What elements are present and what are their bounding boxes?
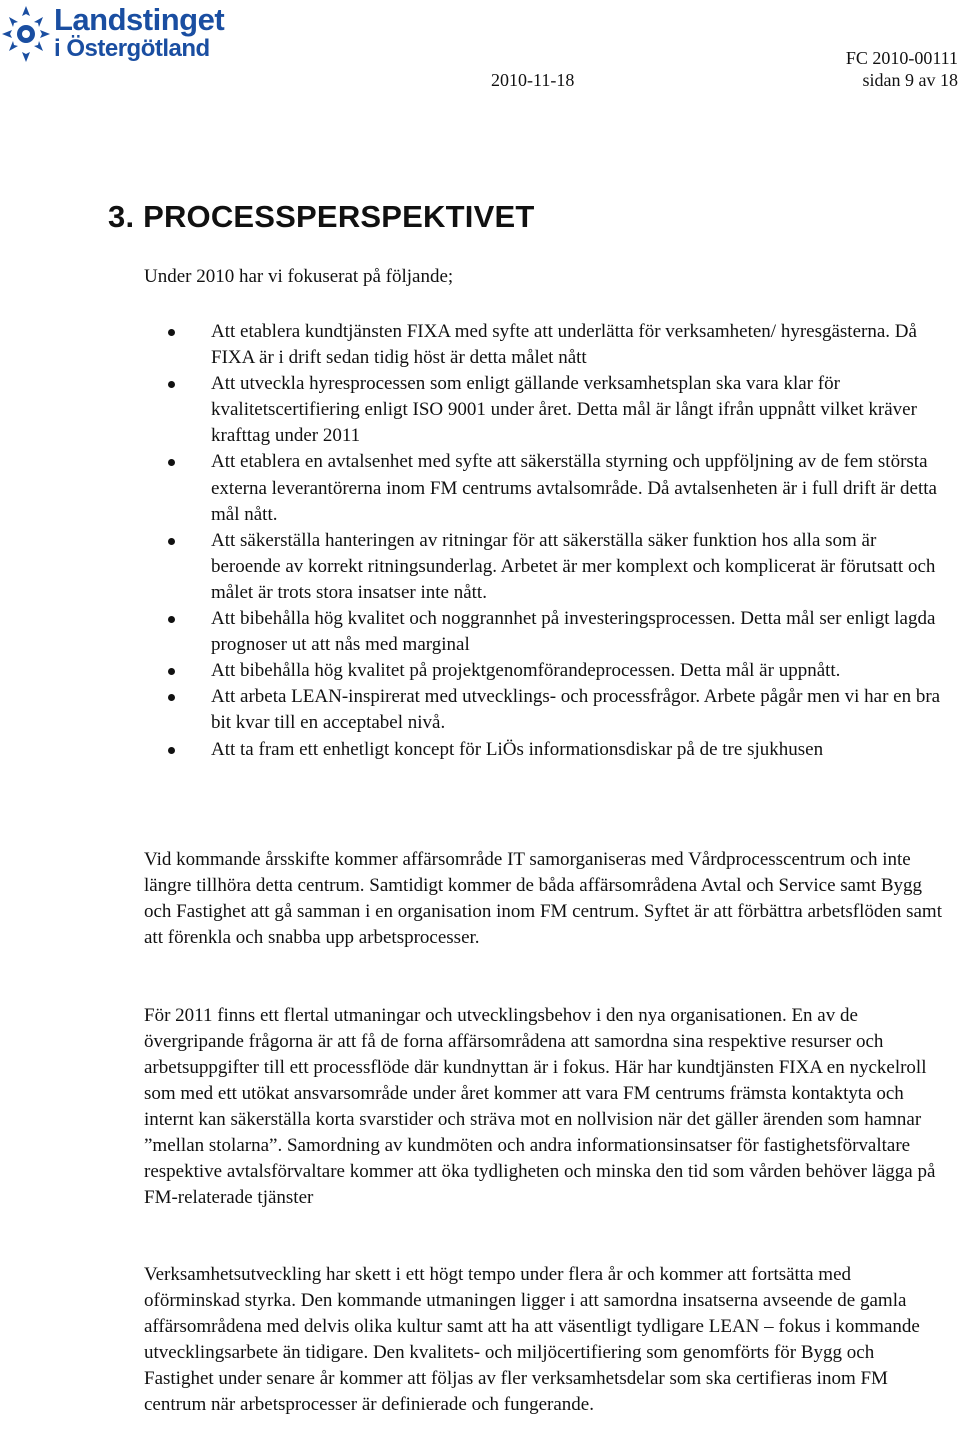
logo-subtitle: i Östergötland — [54, 35, 210, 62]
logo-emblem-icon — [0, 4, 52, 64]
paragraph-reorganisation: Vid kommande årsskifte kommer affärsområde IT samorganiseras med Vårdprocesscentrum och inte längre tillhöra detta centrum. Samtidigt kommer de båda affärsområdena Avtal och Service samt Bygg och Fastighet att gå samman i en organisation inom FM centrum. Syftet är att förbättra arbetsflöden samt att förenkla och snabba upp arbetsprocesser. — [144, 849, 942, 948]
bullet-icon — [168, 668, 175, 675]
document-date: 2010-11-18 — [491, 70, 575, 90]
document-id: FC 2010-00111 — [845, 48, 958, 68]
goals-list — [211, 319, 946, 763]
logo — [0, 2, 250, 66]
list-item — [211, 684, 946, 736]
list-item-text: Att säkerställa hanteringen av ritningar för att säkerställa säker funktion hos alla som är beroende av korrekt ritningsunderlag. Arbetet är mer komplext och komplicerat är förutsatt och målet är trots stora insatser inte nått. — [211, 529, 936, 603]
list-item-text: Att etablera en avtalsenhet med syfte att säkerställa styrning och uppföljning av de fem största externa leverantörerna inom FM centrums avtalsområde. Då avtalsenheten är i full drift är detta mål nått. — [211, 451, 937, 525]
bullet-icon — [168, 538, 175, 545]
list-item — [211, 737, 946, 763]
list-item — [211, 606, 946, 658]
list-item — [211, 449, 946, 527]
bullet-icon — [168, 616, 175, 623]
list-item — [211, 371, 946, 449]
list-item — [211, 658, 946, 684]
list-item-text: Att bibehålla hög kvalitet och noggrannhet på investeringsprocessen. Detta mål ser enligt lagda prognoser ut att nås med marginal — [211, 608, 936, 656]
bullet-icon — [168, 381, 175, 388]
list-item-text: Att bibehålla hög kvalitet på projektgenomförandeprocessen. Detta mål är uppnått. — [211, 660, 841, 682]
paragraph-development: Verksamhetsutveckling har skett i ett högt tempo under flera år och kommer att fortsätta med oförminskad styrka. Den kommande utmaningen ligger i att samordna insatserna avseende de gamla affärsområdena med delvis olika kultur samt att ha att väsentligt tydligare LEAN – fokus i kommande utvecklingsarbete än tidigare. Den kvalitets- och miljöcertifiering som genomförts för Bygg och Fastighet under senare år kommer att följas av fler verksamhetsdelar som ska certifieras inom FM centrum när arbetsprocesser är definierade och fungerande. — [144, 1264, 920, 1415]
paragraph-challenges-2011: För 2011 finns ett flertal utmaningar och utvecklingsbehov i den nya organisationen. En av de övergripande frågorna är att få de forna affärsområdena att samordna sina respektive resurser och arbetsuppgifter till ett processflöde där kundnyttan är i fokus. Här har kundtjänsten FIXA en nyckelroll som med ett utökat ansvarsområde under året kommer att vara FM centrums främsta kontaktyta och internt kan säkerställa korta svarstider och sträva mot en nollvision när det gäller ärenden som hamnar ”mellan stolarna”. Samordning av kundmöten och andra informationsinsatser för fastighetsförvaltare respektive avtalsförvaltare kommer att öka tydligheten och minska den tid som vården behöver lägga på FM-relaterade tjänster — [144, 1005, 936, 1208]
list-item-text: Att ta fram ett enhetligt koncept för LiÖs informationsdiskar på de tre sjukhusen — [211, 738, 824, 760]
page-number: sidan 9 av 18 — [862, 70, 958, 90]
bullet-icon — [168, 747, 175, 754]
section-heading: 3. PROCESSPERSPEKTIVET — [108, 199, 535, 234]
section-intro: Under 2010 har vi fokuserat på följande; — [144, 266, 454, 287]
list-item-text: Att arbeta LEAN-inspirerat med utvecklings- och processfrågor. Arbete pågår men vi har en bra bit kvar till en acceptabel nivå. — [211, 686, 941, 734]
bullet-icon — [168, 459, 175, 466]
logo-title: Landstinget — [54, 2, 225, 37]
list-item-text: Att etablera kundtjänsten FIXA med syfte att underlätta för verksamheten/ hyresgästerna. Då FIXA är i drift sedan tidig höst är detta målet nått — [211, 321, 917, 369]
list-item — [211, 319, 946, 371]
bullet-icon — [168, 694, 175, 701]
list-item — [211, 528, 946, 606]
bullet-icon — [168, 329, 175, 336]
list-item-text: Att utveckla hyresprocessen som enligt gällande verksamhetsplan ska vara klar för kvalitetscertifiering enligt ISO 9001 under året. Detta mål är långt ifrån uppnått vilket kräver krafttag under 2011 — [211, 373, 917, 447]
